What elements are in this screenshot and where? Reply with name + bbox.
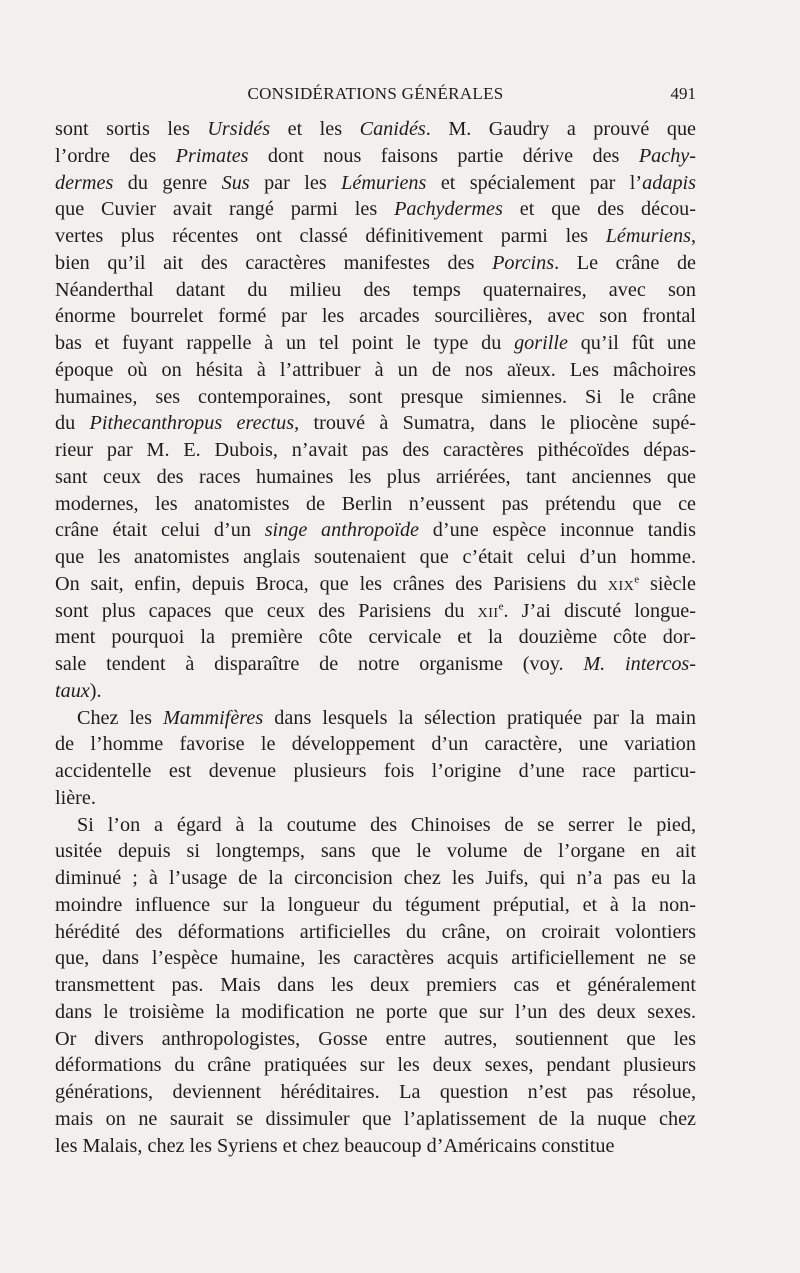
text-run: , trouvé à Sumatra, dans le pliocène supé- — [294, 412, 696, 435]
text-line — [55, 1026, 696, 1053]
text-line — [55, 330, 696, 357]
text-run: . J’ai discuté longue- — [503, 599, 696, 622]
italic-term: Lémuriens — [341, 171, 427, 194]
text-run: crâne était celui d’un — [55, 519, 265, 542]
text-run: énorme bourrelet formé par les arcades sourcilières, avec son frontal — [55, 305, 696, 328]
text-run: bas et fuyant rappelle à un tel point le type du — [55, 332, 515, 354]
superscript: e — [498, 599, 504, 612]
text-run: , — [690, 225, 696, 247]
text-run: vertes plus récentes ont classé définitivement parmi les — [55, 225, 606, 247]
text-line — [55, 464, 696, 491]
text-run: que les anatomistes anglais soutenaient que c’était celui d’un homme. — [55, 546, 696, 568]
text-run: époque où on hésita à l’attribuer à un de nos aïeux. Les mâchoires — [55, 358, 696, 381]
text-line — [55, 785, 696, 812]
italic-term: Lémuriens — [605, 225, 691, 247]
text-run: Néanderthal datant du milieu des temps quaternaires, avec son — [55, 278, 696, 301]
text-line — [55, 731, 696, 758]
text-line — [55, 892, 696, 919]
text-line — [55, 758, 696, 785]
superscript: e — [634, 573, 640, 586]
italic-term: Pachydermes — [394, 198, 503, 221]
text-run: et spécialement par l’ — [426, 171, 643, 194]
italic-term: M. intercos- — [583, 653, 696, 675]
text-line — [55, 919, 696, 946]
body-text — [55, 116, 696, 1159]
italic-term: gorille — [514, 332, 568, 354]
text-line — [55, 651, 696, 678]
text-run: lière. — [55, 786, 96, 809]
text-run: transmettent pas. Mais dans les deux premiers cas et généralement — [55, 974, 696, 996]
text-run: ment pourquoi la première côte cervicale et la douzième côte dor- — [55, 626, 696, 649]
italic-term: taux — [55, 679, 90, 702]
text-line — [55, 196, 696, 223]
text-run: et les — [270, 118, 360, 140]
text-run: déformations du crâne pratiquées sur les deux sexes, pendant plusieurs — [55, 1054, 696, 1077]
italic-term: Canidés — [359, 118, 426, 140]
text-line — [55, 170, 696, 197]
italic-term: Primates — [175, 144, 249, 167]
text-run: accidentelle est devenue plusieurs fois l’origine d’une race particu- — [55, 760, 696, 782]
text-run: Chez les — [77, 706, 164, 729]
text-line — [55, 812, 696, 839]
text-run: usitée depuis si longtemps, sans que le volume de l’organe en ait — [55, 840, 696, 863]
page-number: 491 — [670, 84, 696, 103]
text-run: bien qu’il ait des caractères manifestes des — [55, 251, 493, 274]
text-run: qu’il fût une — [567, 332, 696, 354]
text-line — [55, 384, 696, 411]
italic-term: Pithecanthropus erectus — [89, 412, 295, 435]
text-run: générations, deviennent héréditaires. La question n’est pas résolue, — [55, 1081, 696, 1103]
text-run: sant ceux des races humaines les plus arriérées, tant anciennes que — [55, 465, 696, 488]
text-line — [55, 1133, 696, 1160]
text-run: hérédité des déformations artificielles du crâne, on croirait volontiers — [55, 920, 696, 943]
text-line — [55, 598, 696, 625]
text-line — [55, 544, 696, 571]
text-line — [55, 705, 696, 732]
text-line — [55, 1106, 696, 1133]
text-line — [55, 250, 696, 277]
text-line — [55, 116, 696, 143]
text-run: Or divers anthropologistes, Gosse entre autres, soutiennent que les — [55, 1027, 696, 1050]
text-line — [55, 838, 696, 865]
italic-term: Sus — [221, 171, 250, 194]
text-line — [55, 1079, 696, 1106]
italic-term: Mammifères — [163, 706, 264, 729]
text-line — [55, 999, 696, 1026]
text-run: moindre influence sur la longueur du tégument préputial, et à la non- — [55, 893, 696, 916]
text-line — [55, 277, 696, 304]
text-run: mais on ne saurait se dissimuler que l’aplatissement de la nuque chez — [55, 1107, 696, 1130]
text-run: par les — [249, 171, 342, 194]
text-line — [55, 357, 696, 384]
text-line — [55, 410, 696, 437]
text-run: que Cuvier avait rangé parmi les — [55, 198, 395, 221]
text-run: et que des décou- — [502, 198, 696, 221]
running-title: CONSIDÉRATIONS GÉNÉRALES — [247, 84, 504, 103]
text-run: modernes, les anatomistes de Berlin n’eussent pas prétendu que ce — [55, 492, 696, 515]
text-run: humaines, ses contemporaines, sont presque simiennes. Si le crâne — [55, 385, 696, 408]
text-run: siècle — [639, 572, 696, 595]
text-line — [55, 517, 696, 544]
running-header — [55, 84, 696, 108]
text-run: dont nous faisons partie dérive des — [248, 144, 639, 167]
text-line — [55, 624, 696, 651]
text-run: ). — [89, 679, 102, 702]
italic-term: Ursidés — [207, 118, 271, 140]
text-run: de l’homme favorise le développement d’un caractère, une variation — [55, 733, 696, 756]
text-run: dans lesquels la sélection pratiquée par la main — [263, 706, 696, 729]
text-run: diminué ; à l’usage de la circoncision chez les Juifs, qui n’a pas eu la — [55, 867, 696, 889]
text-run: les Malais, chez les Syriens et chez beaucoup d’Américains constitue — [55, 1134, 615, 1157]
text-run: d’une espèce inconnue tandis — [419, 519, 696, 542]
text-line — [55, 491, 696, 518]
text-line — [55, 143, 696, 170]
italic-term: Pachy- — [638, 144, 696, 167]
text-run: Si l’on a égard à la coutume des Chinoises de se serrer le pied, — [77, 813, 696, 836]
text-line — [55, 945, 696, 972]
italic-term: adapis — [642, 171, 696, 194]
roman-numeral: xix — [607, 572, 635, 595]
text-run: du genre — [113, 171, 222, 194]
text-run: On sait, enfin, depuis Broca, que les crânes des Parisiens du — [55, 572, 608, 595]
italic-term: dermes — [55, 171, 114, 194]
text-run: rieur par M. E. Dubois, n’avait pas des caractères pithécoïdes dépas- — [55, 439, 696, 461]
roman-numeral: xii — [477, 599, 499, 622]
text-line — [55, 678, 696, 705]
text-run: . Le crâne de — [554, 251, 697, 274]
text-line — [55, 303, 696, 330]
text-line — [55, 865, 696, 892]
text-line — [55, 1052, 696, 1079]
italic-term: Porcins — [492, 251, 555, 274]
text-run: du — [55, 412, 90, 435]
text-line — [55, 972, 696, 999]
text-line — [55, 223, 696, 250]
text-run: dans le troisième la modification ne porte que sur l’un des deux sexes. — [55, 1000, 696, 1023]
text-line — [55, 571, 696, 598]
text-run: sale tendent à disparaître de notre organisme (voy. — [55, 653, 584, 675]
text-run: sont plus capaces que ceux des Parisiens du — [55, 599, 478, 622]
text-run: que, dans l’espèce humaine, les caractères acquis artificiellement ne se — [55, 947, 696, 970]
text-run: sont sortis les — [55, 118, 208, 140]
text-line — [55, 437, 696, 464]
italic-term: singe anthropoïde — [264, 519, 419, 542]
text-run: l’ordre des — [55, 144, 176, 167]
text-run: . M. Gaudry a prouvé que — [425, 118, 696, 140]
